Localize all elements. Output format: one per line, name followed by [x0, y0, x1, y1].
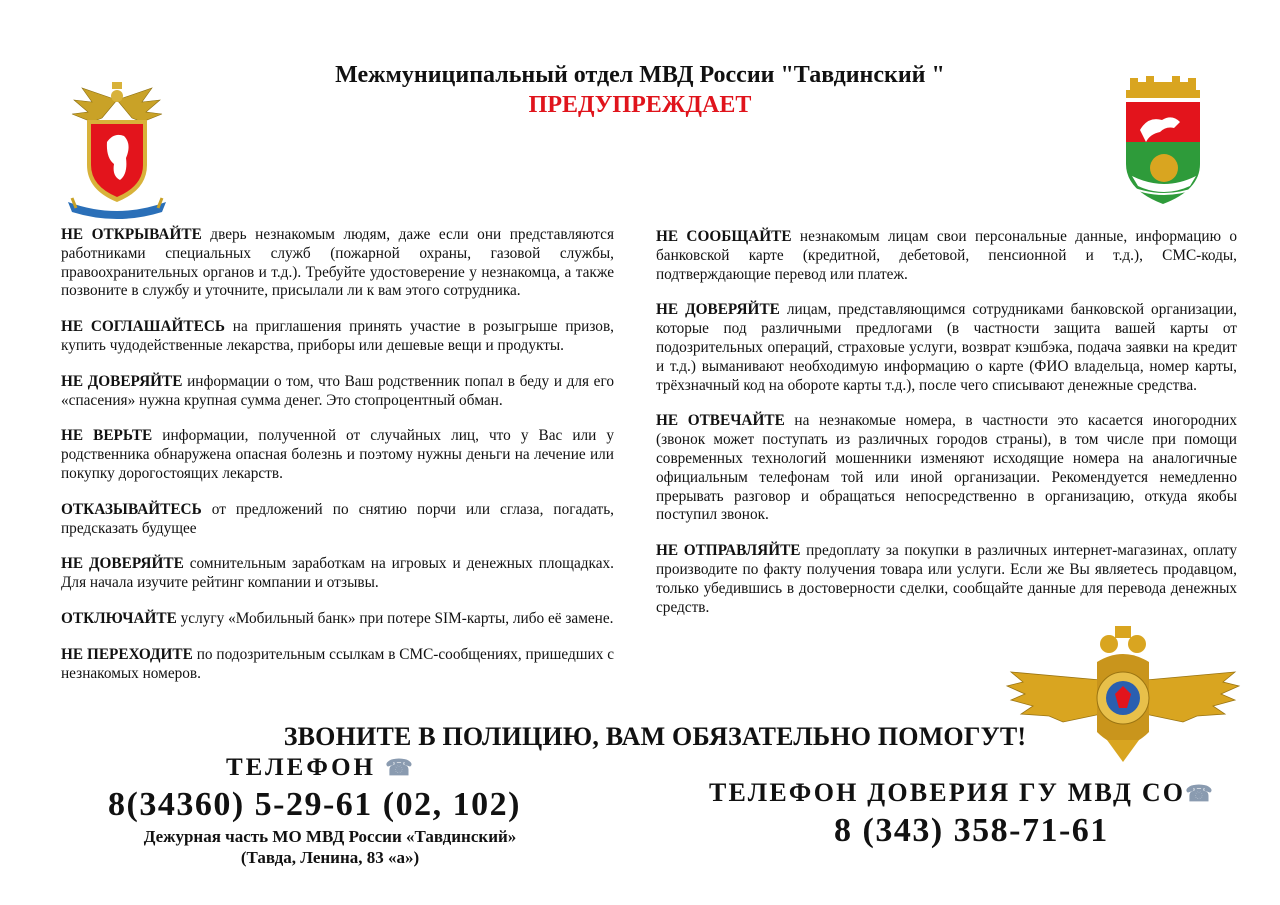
call-police-banner: ЗВОНИТЕ В ПОЛИЦИЮ, ВАМ ОБЯЗАТЕЛЬНО ПОМОГУТ! — [283, 722, 1027, 751]
warning-item: НЕ ДОВЕРЯЙТЕ сомнительным заработкам на игровых и денежных площадках. Для начала изучите рейтинг компании и отзывы. — [61, 555, 614, 592]
duty-phone-number: 8(34360) 5-29-61 (02, 102) — [108, 786, 521, 823]
warning-item: НЕ ДОВЕРЯЙТЕ лицам, представляющимся сотрудниками банковской организации, которые под различными предлогами (в частности защита вашей карты от подозрительных операций, страховые услуги, возврат кэшбэка, подача заявки на кредит и т.д.) выманивают необходимую информацию о карте (ФИО владельца, номер карты, трёхзначный код на обороте карты т.д.), после чего списывают денежные средства. — [656, 301, 1238, 394]
sverdlovsk-region-emblem — [62, 80, 172, 220]
right-column — [656, 228, 1237, 634]
warning-item: НЕ ПЕРЕХОДИТЕ по подозрительным ссылкам в СМС-сообщениях, пришедших с незнакомых номеров. — [61, 645, 614, 682]
warning-item: ОТКЛЮЧАЙТЕ услугу «Мобильный банк» при потере SIM-карты, либо её замене. — [61, 609, 614, 627]
telephone-icon: ☎ — [385, 755, 416, 780]
warning-item: НЕ СООБЩАЙТЕ незнакомым лицам свои персональные данные, информацию о банковской карте (кредитной, дебетовой, пенсионной и т.д.), СМС-коды, подтверждающие перевод или платеж. — [656, 228, 1237, 283]
warning-item: ОТКАЗЫВАЙТЕСЬ от предложений по снятию порчи или сглаза, погадать, предсказать будущее — [61, 500, 614, 537]
warning-item: НЕ ОТКРЫВАЙТЕ дверь незнакомым людям, даже если они представляются работниками специальных служб (пожарной охраны, газовой службы, правоохранительных органов и т.д.). Требуйте удостоверение у незнакомца, а также позвоните в службу и уточните, присылали ли к вам этого сотрудника. — [61, 226, 614, 300]
title-warning: ПРЕДУПРЕЖДАЕТ — [528, 92, 752, 118]
page-title — [200, 60, 1080, 120]
tavda-emblem — [1118, 72, 1208, 212]
warning-item: НЕ ДОВЕРЯЙТЕ информации о том, что Ваш родственник попал в беду и для его «спасения» нужна крупная сумма денег. Это стопроцентный обман. — [61, 372, 614, 409]
duty-unit-info: Дежурная часть МО МВД России «Тавдинский» (Тавда, Ленина, 83 «а») — [143, 827, 517, 867]
warning-item: НЕ СОГЛАШАЙТЕСЬ на приглашения принять участие в розыгрыше призов, купить чудодейственные лекарства, приборы или дешевые вещи и продукты. — [61, 318, 614, 354]
trust-phone-number: 8 (343) 358-71-61 — [834, 812, 1109, 849]
phone-label: ТЕЛЕФОН ☎ — [226, 754, 416, 781]
trust-phone-label: ТЕЛЕФОН ДОВЕРИЯ ГУ МВД СО☎ — [709, 778, 1215, 807]
title-line-1: Межмуниципальный отдел МВД России "Тавдинский " — [335, 62, 945, 88]
telephone-icon: ☎ — [1185, 781, 1215, 806]
left-column — [61, 226, 614, 700]
warning-item: НЕ ОТВЕЧАЙТЕ на незнакомые номера, в частности это касается иногородних (звонок может поступать из различных городов страны), в том числе при помощи современных технологий мошенники изменяют исходящие номера на аналогичные официальным телефонам той или иной организации. Рекомендуется немедленно прерывать разговор и обращаться непосредственно в организацию, откуда якобы поступил звонок. — [656, 412, 1237, 524]
warning-item: НЕ ВЕРЬТЕ информации, полученной от случайных лиц, что у Вас или у родственника обнаружена опасная болезнь и поэтому нужны деньги на лечение или покупку дорогостоящих лекарств. — [61, 427, 615, 482]
warning-item: НЕ ОТПРАВЛЯЙТЕ предоплату за покупки в различных интернет-магазинах, оплату производите по факту получения товара или услуги. Если же Вы являетесь продавцом, только убедившись в достоверности сделки, сообщайте данные для перевода денежных средств. — [656, 542, 1237, 616]
